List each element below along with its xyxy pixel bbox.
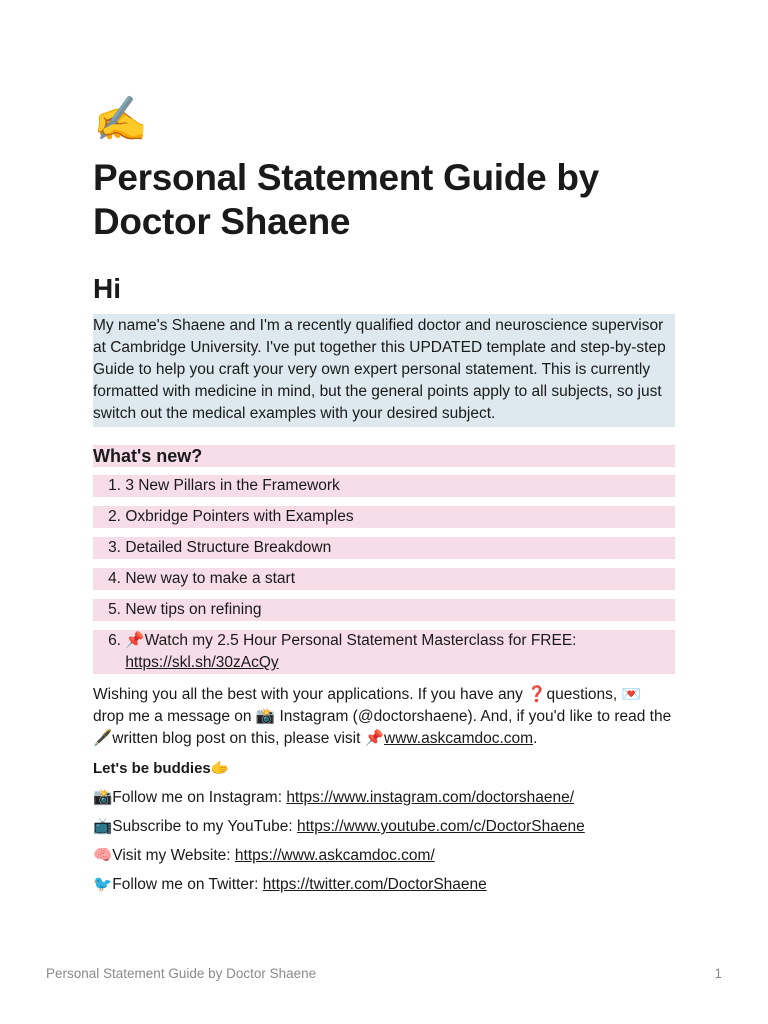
list-number: 6. [108, 632, 121, 649]
list-item [93, 630, 675, 674]
list-text: 3 New Pillars in the Framework [125, 477, 340, 494]
website-line [93, 845, 675, 867]
page-title: Personal Statement Guide by Doctor Shaene [93, 157, 599, 242]
writing-hand-icon: ✍️ [93, 95, 148, 144]
list-item [93, 568, 675, 590]
instagram-label: 📸Follow me on Instagram: [93, 789, 287, 806]
twitter-label: 🐦Follow me on Twitter: [93, 876, 263, 893]
wishing-text: Wishing you all the best with your applications. If you have any ❓questions, 💌 drop me a message on 📸 Instagram (@doctorshaene). And, if you'd like to read the 🖋️written blog post on this, please visit 📌 [93, 686, 672, 747]
wishing-paragraph [93, 684, 675, 750]
whats-new-heading: What's new? [93, 445, 675, 467]
list-text: New way to make a start [125, 570, 296, 587]
intro-callout: My name's Shaene and I'm a recently qualified doctor and neuroscience supervisor at Cambridge University. I've put together this UPDATED template and step-by-step Guide to help you craft your very own expert personal statement. This is currently formatted with medicine in mind, but the general points apply to all subjects, so just switch out the medical examples with your desired subject. [93, 314, 675, 427]
wishing-end: . [533, 730, 538, 747]
twitter-line [93, 874, 675, 896]
youtube-label: 📺Subscribe to my YouTube: [93, 818, 297, 835]
list-text: 📌Watch my 2.5 Hour Personal Statement Masterclass for FREE: https://skl.sh/30zAcQy [125, 632, 577, 671]
askcamdoc-link[interactable]: www.askcamdoc.com [384, 730, 534, 747]
instagram-link[interactable]: https://www.instagram.com/doctorshaene/ [286, 789, 575, 806]
footer-title: Personal Statement Guide by Doctor Shaene [46, 966, 317, 981]
page-number: 1 [714, 966, 722, 981]
list-text: New tips on refining [125, 601, 262, 618]
whats-new-list [93, 475, 675, 674]
masterclass-link[interactable]: https://skl.sh/30zAcQy [125, 654, 279, 671]
intro-heading: Hi [93, 273, 121, 304]
document-page [93, 92, 675, 896]
list-number: 4. [108, 570, 121, 587]
list-number: 3. [108, 539, 121, 556]
list-item [93, 537, 675, 559]
buddies-heading: Let's be buddies🫱 [93, 760, 230, 777]
list-number: 5. [108, 601, 121, 618]
youtube-line [93, 816, 675, 838]
instagram-line [93, 787, 675, 809]
twitter-link[interactable]: https://twitter.com/DoctorShaene [262, 876, 487, 893]
page-footer [46, 966, 722, 981]
website-link[interactable]: https://www.askcamdoc.com/ [234, 847, 435, 864]
list-item [93, 506, 675, 528]
list-item [93, 475, 675, 497]
youtube-link[interactable]: https://www.youtube.com/c/DoctorShaene [296, 818, 585, 835]
list-number: 1. [108, 477, 121, 494]
list-item [93, 599, 675, 621]
list-text: Detailed Structure Breakdown [125, 539, 332, 556]
website-label: 🧠Visit my Website: [93, 847, 235, 864]
list-number: 2. [108, 508, 121, 525]
list-text: Oxbridge Pointers with Examples [125, 508, 354, 525]
